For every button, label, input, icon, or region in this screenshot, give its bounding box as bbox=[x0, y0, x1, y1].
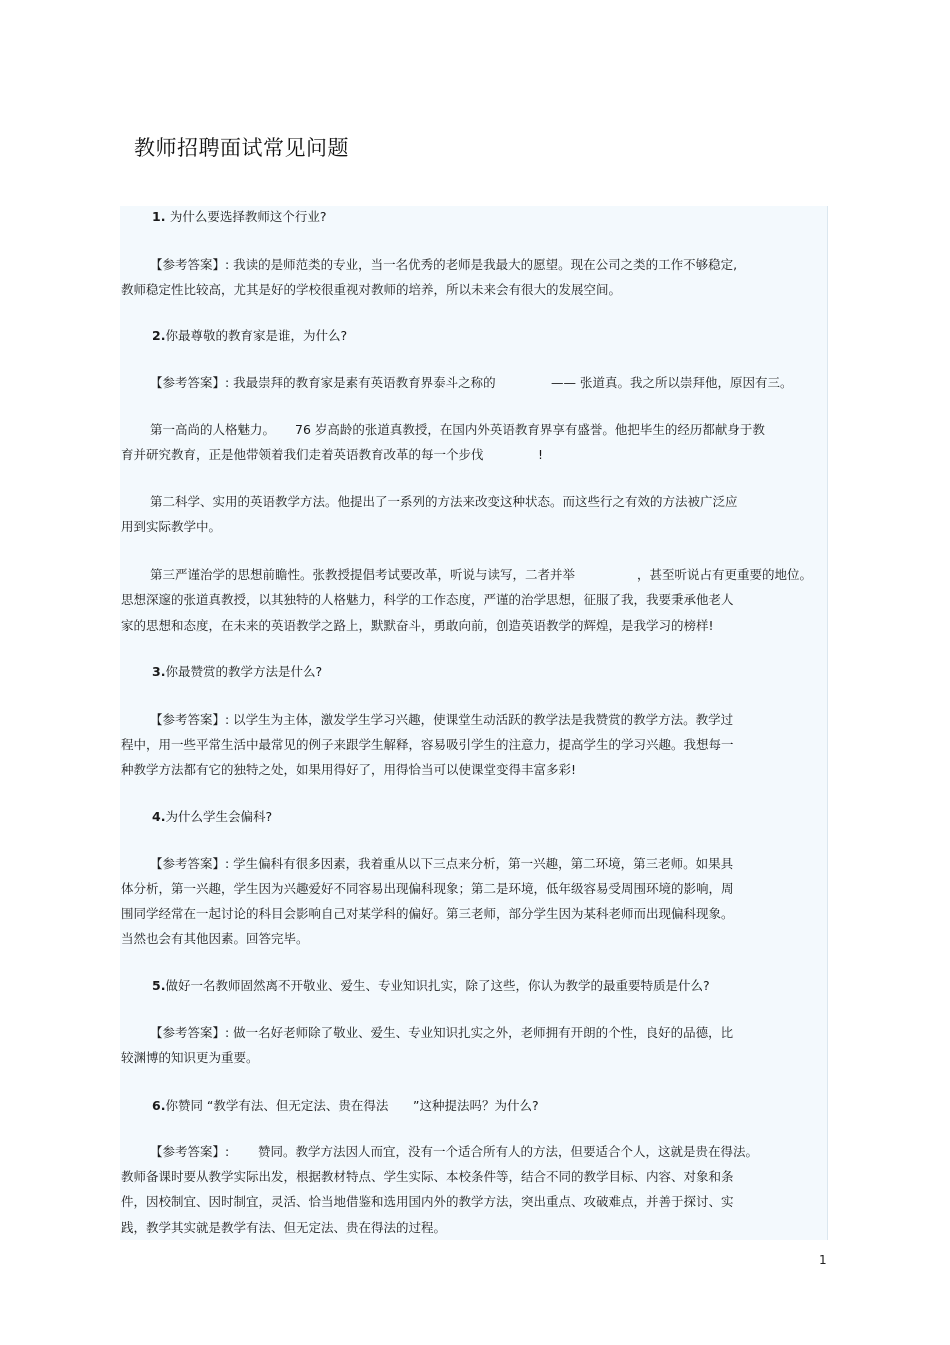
question-text-a: 你赞同 “教学有法、但无定法、贵在得法 bbox=[165, 1098, 389, 1113]
answer-4-line-1: 【参考答案】: 学生偏科有很多因素，我着重从以下三点来分析，第一兴趣，第二环境，第三老师。如果具 bbox=[150, 856, 734, 871]
question-text: 做好一名教师固然离不开敬业、爱生、专业知识扎实，除了这些，你认为教学的最重要特质是什么? bbox=[165, 978, 710, 993]
question-number: 2. bbox=[152, 328, 166, 343]
answer-4-line-3: 围同学经常在一起讨论的科目会影响自己对某学科的偏好。第三老师，部分学生因为某科老师而出现偏科现象。 bbox=[121, 906, 734, 921]
question-text: 为什么要选择教师这个行业? bbox=[169, 209, 327, 224]
question-number: 5. bbox=[152, 978, 166, 993]
question-text: 你最尊敬的教育家是谁，为什么? bbox=[165, 328, 348, 343]
answer-2-point-3c: 思想深邃的张道真教授，以其独特的人格魅力，科学的工作态度，严谨的治学思想，征服了我，我要秉承他老人 bbox=[121, 592, 734, 607]
answer-3-line-2: 程中，用一些平常生活中最常见的例子来跟学生解释，容易吸引学生的注意力，提高学生的学习兴趣。我想每一 bbox=[121, 737, 734, 752]
answer-2-line-1a: 【参考答案】: 我最崇拜的教育家是素有英语教育界泰斗之称的 bbox=[150, 375, 496, 390]
answer-2-point-1d: ! bbox=[538, 447, 544, 462]
answer-2-point-1c: 育并研究教育，正是他带领着我们走着英语教育改革的每一个步伐 bbox=[121, 447, 484, 462]
answer-4-line-4: 当然也会有其他因素。回答完毕。 bbox=[121, 931, 309, 946]
question-6 bbox=[152, 1097, 388, 1115]
page-title: 教师招聘面试常见问题 bbox=[134, 136, 349, 160]
answer-3-line-1: 【参考答案】: 以学生为主体，激发学生学习兴趣，使课堂生动活跃的教学法是我赞赏的教学方法。教学过 bbox=[150, 712, 734, 727]
answer-5-line-2: 较渊博的知识更为重要。 bbox=[121, 1050, 259, 1065]
answer-2-point-2b: 用到实际教学中。 bbox=[121, 519, 222, 534]
question-text: 你最赞赏的教学方法是什么? bbox=[165, 664, 323, 679]
answer-2-point-3a: 第三严谨治学的思想前瞻性。张教授提倡考试要改革，听说与读写，二者并举 bbox=[150, 567, 576, 582]
question-number: 4. bbox=[152, 809, 166, 824]
answer-2-point-1b: 76 岁高龄的张道真教授，在国内外英语教育界享有盛誉。他把毕生的经历都献身于教 bbox=[295, 422, 765, 437]
answer-2-point-3d: 家的思想和态度，在未来的英语教学之路上，默默奋斗，勇敢向前，创造英语教学的辉煌，是我学习的榜样! bbox=[121, 618, 714, 633]
answer-1-line-1: 【参考答案】: 我读的是师范类的专业，当一名优秀的老师是我最大的愿望。现在公司之类的工作不够稳定, bbox=[150, 257, 738, 272]
answer-2-point-1a: 第一高尚的人格魅力。 bbox=[150, 422, 276, 437]
page-number: 1 bbox=[819, 1253, 827, 1267]
answer-3-line-3: 种教学方法都有它的独特之处，如果用得好了，用得恰当可以使课堂变得丰富多彩! bbox=[121, 762, 577, 777]
question-number: 6. bbox=[152, 1098, 166, 1113]
question-6-text-b: ”这种提法吗？为什么? bbox=[413, 1098, 539, 1113]
answer-2-point-3b: ，甚至听说占有更重要的地位。 bbox=[637, 567, 813, 582]
question-number: 1. bbox=[152, 209, 166, 224]
answer-6-line-1a: 【参考答案】: bbox=[150, 1144, 230, 1159]
question-1 bbox=[152, 208, 326, 226]
question-4 bbox=[152, 808, 272, 826]
answer-2-line-1b: —— 张道真。我之所以崇拜他，原因有三。 bbox=[551, 375, 793, 390]
answer-5-line-1: 【参考答案】: 做一名好老师除了敬业、爱生、专业知识扎实之外，老师拥有开朗的个性，良好的品德，比 bbox=[150, 1025, 734, 1040]
question-5 bbox=[152, 977, 710, 995]
answer-6-line-4: 践，教学其实就是教学有法、但无定法、贵在得法的过程。 bbox=[121, 1220, 447, 1235]
question-text: 为什么学生会偏科? bbox=[165, 809, 273, 824]
answer-4-line-2: 体分析，第一兴趣，学生因为兴趣爱好不同容易出现偏科现象；第二是环境，低年级容易受周围环境的影响，周 bbox=[121, 881, 734, 896]
question-number: 3. bbox=[152, 664, 166, 679]
question-2 bbox=[152, 327, 347, 345]
answer-6-line-3: 件，因校制宜、因时制宜，灵活、恰当地借鉴和选用国内外的教学方法，突出重点、攻破难点，并善于探讨、实 bbox=[121, 1194, 734, 1209]
answer-6-line-1b: 赞同。教学方法因人而宜，没有一个适合所有人的方法，但要适合个人，这就是贵在得法。 bbox=[258, 1144, 759, 1159]
answer-1-line-2: 教师稳定性比较高，尤其是好的学校很重视对教师的培养，所以未来会有很大的发展空间。 bbox=[121, 282, 622, 297]
question-3 bbox=[152, 663, 322, 681]
answer-2-point-2a: 第二科学、实用的英语教学方法。他提出了一系列的方法来改变这种状态。而这些行之有效的方法被广泛应 bbox=[150, 494, 738, 509]
answer-6-line-2: 教师备课时要从教学实际出发，根据教材特点、学生实际、本校条件等，结合不同的教学目标、内容、对象和条 bbox=[121, 1169, 734, 1184]
